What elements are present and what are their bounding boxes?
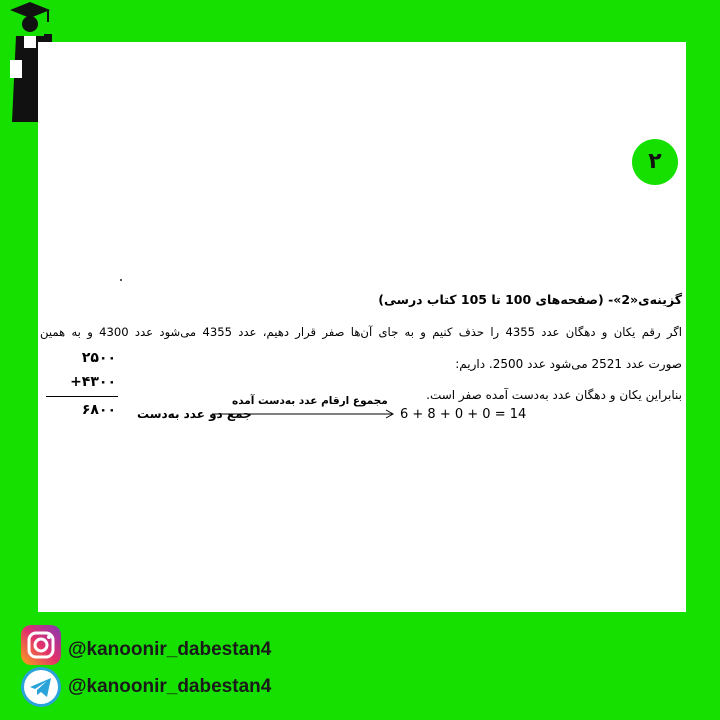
stray-dot <box>120 279 122 281</box>
sum-result: ۶۸۰۰ <box>81 402 116 418</box>
addition-calculation <box>42 346 122 423</box>
solution-line-1: اگر رقم یکان و دهگان عدد 4355 را حذف کنیم و به جای آن‌ها صفر قرار دهیم، عدد 4355 می‌شود عدد 4300 و به همین <box>40 325 682 339</box>
solution-line-3: بنابراین یکان و دهگان عدد به‌دست آمده صفر است. <box>426 388 682 402</box>
question-number-badge: ۲ <box>632 139 678 185</box>
solution-line-2: صورت عدد 2521 می‌شود عدد 2500. داریم: <box>455 357 682 371</box>
instagram-icon[interactable] <box>20 624 62 666</box>
addend-2: +۴۳۰۰ <box>70 374 116 390</box>
telegram-handle[interactable]: @kanoonir_dabestan4 <box>68 676 272 697</box>
flow-left-label: جمع دو عدد به‌دست <box>137 407 252 421</box>
answer-heading: گزینه‌ی«2»- (صفحه‌های 100 تا 105 کتاب درسی) <box>378 292 682 307</box>
flow-arrow-label: مجموع ارقام عدد به‌دست آمده <box>232 395 388 407</box>
telegram-icon[interactable] <box>20 666 62 708</box>
addend-1: ۲۵۰۰ <box>81 350 116 366</box>
instagram-handle[interactable]: @kanoonir_dabestan4 <box>68 639 272 660</box>
digit-sum-equation: 6 + 8 + 0 + 0 = 14 <box>400 407 527 422</box>
